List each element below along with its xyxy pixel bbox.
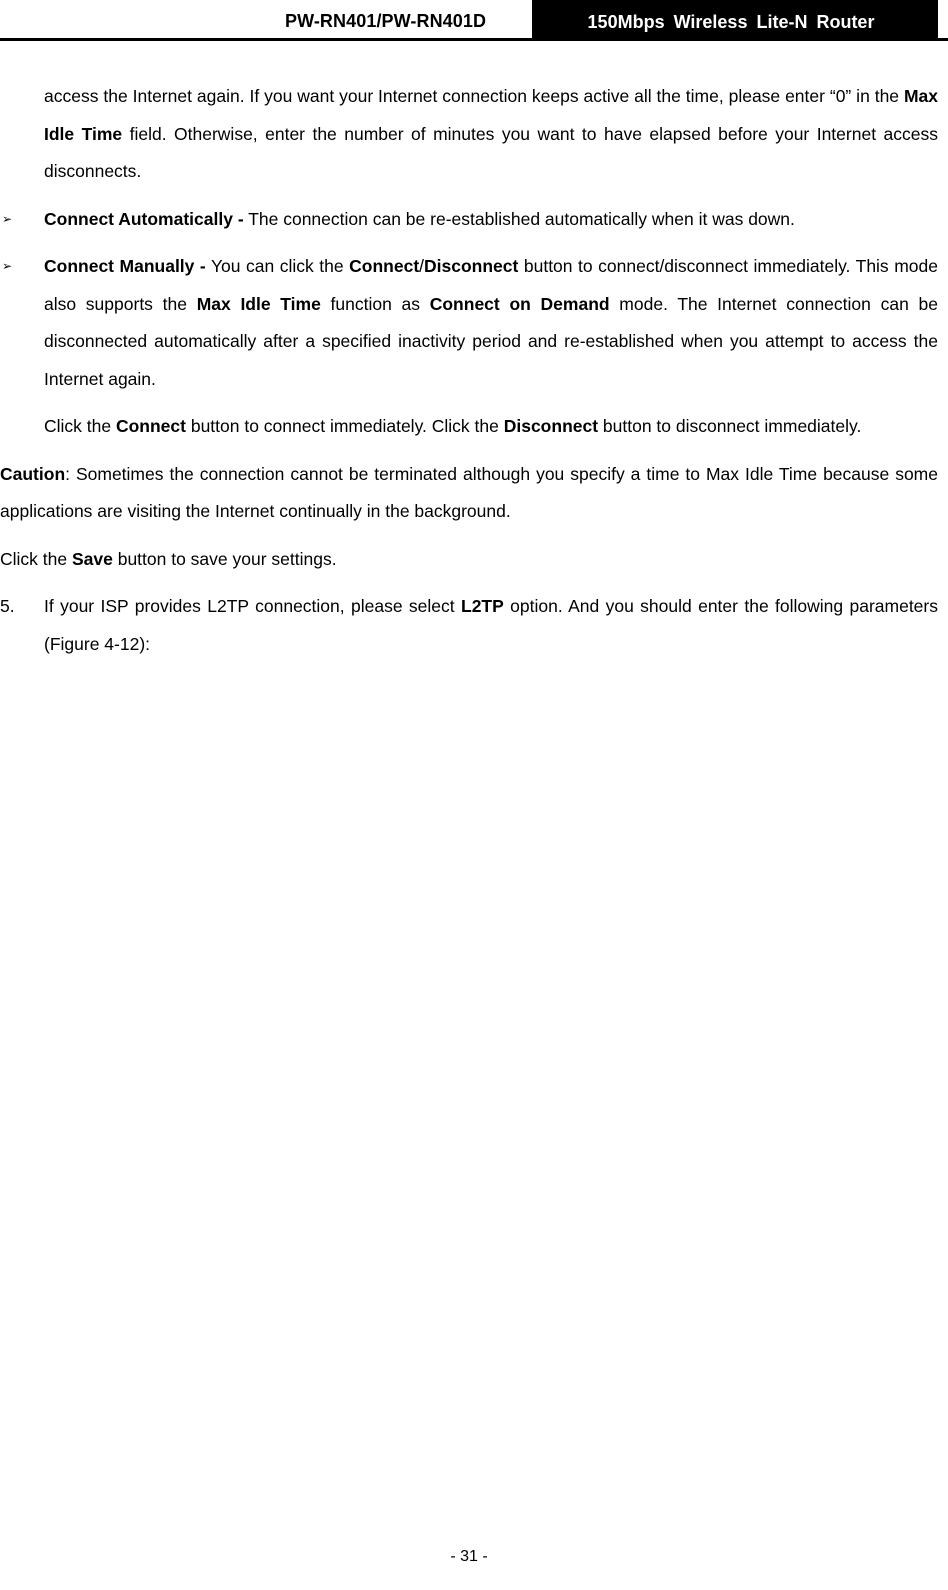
text: If your ISP provides L2TP connection, please select xyxy=(44,596,461,616)
text: field. Otherwise, enter the number of minutes you want to have elapsed before your Internet access disconnects. xyxy=(44,123,938,181)
page-content xyxy=(0,78,938,673)
paragraph-connect-disconnect xyxy=(0,408,938,446)
text: / xyxy=(419,256,425,276)
bold-term: Disconnect xyxy=(503,416,599,436)
paragraph-max-idle xyxy=(0,78,938,191)
text: button to save your settings. xyxy=(112,548,337,569)
bold-term: Connect on Demand xyxy=(429,293,610,314)
text: function as xyxy=(320,293,430,314)
text: button to connect immediately. Click the xyxy=(185,416,504,436)
bullet-connect-manually xyxy=(0,248,938,398)
paragraph-save xyxy=(0,541,938,579)
bold-term: Connect xyxy=(349,256,420,276)
page-header xyxy=(0,0,948,42)
text: You can click the xyxy=(205,256,350,276)
caution-label: Caution xyxy=(0,463,66,484)
step-number: 5. xyxy=(0,596,15,616)
arrow-bullet-icon: ➢ xyxy=(2,211,13,226)
text: : Sometimes the connection cannot be terminated although you specify a time to Max Idle Time because some applications are visiting the Internet continually in the background. xyxy=(0,463,938,521)
text: The connection can be re-established automatically when it was down. xyxy=(243,208,795,229)
text: mode. The Internet connection can be disconnected automatically after a specified inactivity period and re-established when you attempt to access the Internet again. xyxy=(44,293,938,389)
step-5 xyxy=(0,588,938,663)
bold-term: L2TP xyxy=(461,596,504,616)
bold-term: Connect Manually - xyxy=(44,256,206,276)
bold-term: Connect xyxy=(115,416,186,436)
bold-term: Max Idle Time xyxy=(44,86,938,144)
bold-term: Save xyxy=(71,548,113,569)
text: Click the xyxy=(0,548,72,569)
text: button to disconnect immediately. xyxy=(598,416,862,436)
text: button to connect/disconnect immediately. This mode also supports the xyxy=(44,256,938,314)
text: access the Internet again. If you want your Internet connection keeps active all the time, please enter “0” in the xyxy=(44,86,904,106)
page-number: - 31 - xyxy=(450,1548,488,1565)
text: Click the xyxy=(44,416,116,436)
caution-note xyxy=(0,456,938,531)
bold-term: Disconnect xyxy=(424,256,519,276)
bullet-connect-automatically xyxy=(0,201,938,239)
bold-term: Connect Automatically - xyxy=(44,208,244,229)
bold-term: Max Idle Time xyxy=(196,293,321,314)
header-title: 150Mbps Wireless Lite-N Router xyxy=(587,12,875,32)
header-model: PW-RN401/PW-RN401D xyxy=(285,11,487,31)
arrow-bullet-icon: ➢ xyxy=(2,259,13,273)
text: option. And you should enter the following parameters (Figure 4-12): xyxy=(44,596,938,654)
